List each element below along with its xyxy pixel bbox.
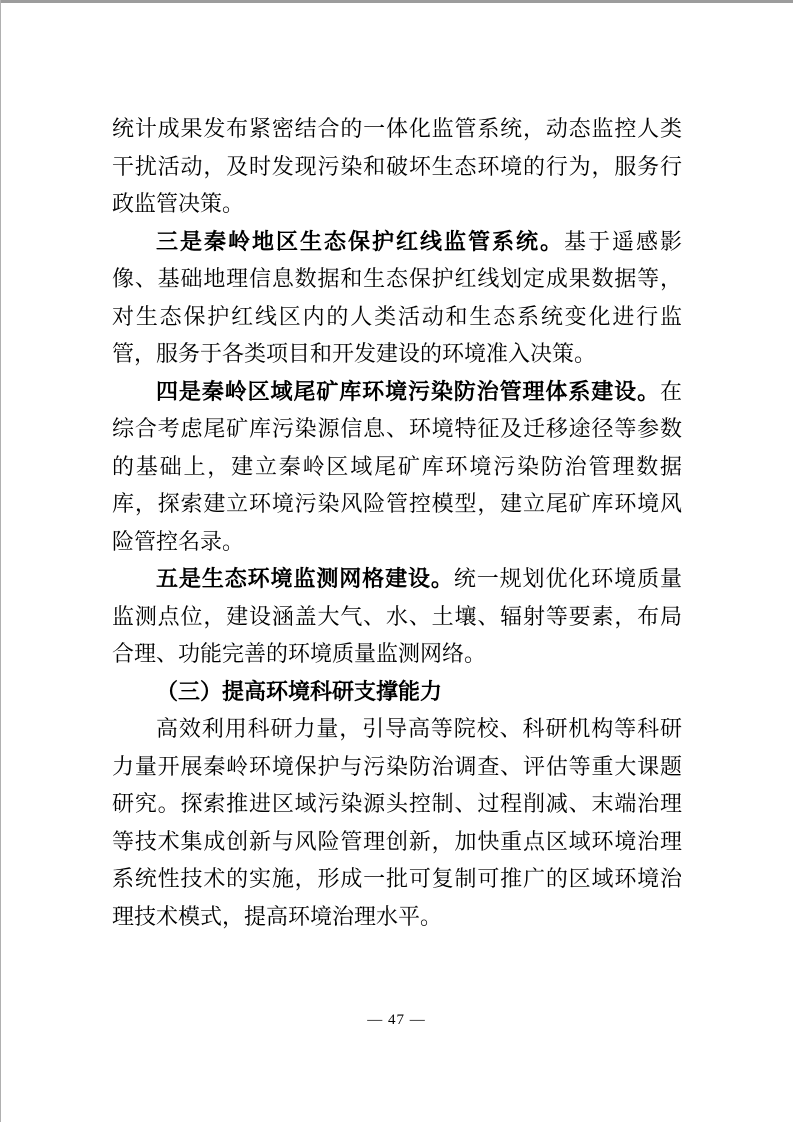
paragraph — [112, 373, 682, 561]
paragraph — [112, 223, 682, 373]
paragraph-lead: 五是生态环境监测网格建设。 — [156, 566, 454, 591]
page-left-edge — [0, 0, 1, 1122]
paragraph-text: 高效利用科研力量，引导高等院校、科研机构等科研力量开展秦岭环境保护与污染防治调查、评估等重大课题研究。探索推进区域污染源头控制、过程削减、末端治理等技术集成创新与风险管理创新，加快重点区域环境治理系统性技术的实施，形成一批可复制可推广的区域环境治理技术模式，提高环境治理水平。 — [112, 716, 682, 929]
paragraph — [112, 710, 682, 935]
paragraph-lead: 三是秦岭地区生态保护红线监管系统。 — [156, 228, 564, 254]
paragraph — [112, 110, 682, 223]
section-heading — [112, 673, 682, 711]
section-heading-text: （三）提高环境科研支撑能力 — [156, 678, 443, 704]
paragraph-text: 在综合考虑尾矿库污染源信息、环境特征及迁移途径等参数的基础上，建立秦岭区域尾矿库环境污染防治管理数据库，探索建立环境污染风险管控模型，建立尾矿库环境风险管控名录。 — [112, 378, 682, 554]
page-body-text — [112, 110, 682, 935]
paragraph — [112, 560, 682, 673]
page-top-edge — [0, 0, 793, 3]
paragraph-text: 基于遥感影像、基础地理信息数据和生态保护红线划定成果数据等，对生态保护红线区内的人类活动和生态系统变化进行监管，服务于各类项目和开发建设的环境准入决策。 — [112, 228, 682, 366]
paragraph-text: 统计成果发布紧密结合的一体化监管系统，动态监控人类干扰活动，及时发现污染和破坏生态环境的行为，服务行政监管决策。 — [112, 116, 682, 216]
paragraph-text: 统一规划优化环境质量监测点位，建设涵盖大气、水、土壤、辐射等要素，布局合理、功能完善的环境质量监测网络。 — [112, 566, 682, 666]
page-footer — [0, 1012, 793, 1029]
page-number: — 47 — — [367, 1012, 426, 1028]
paragraph-lead: 四是秦岭区域尾矿库环境污染防治管理体系建设。 — [156, 378, 660, 404]
